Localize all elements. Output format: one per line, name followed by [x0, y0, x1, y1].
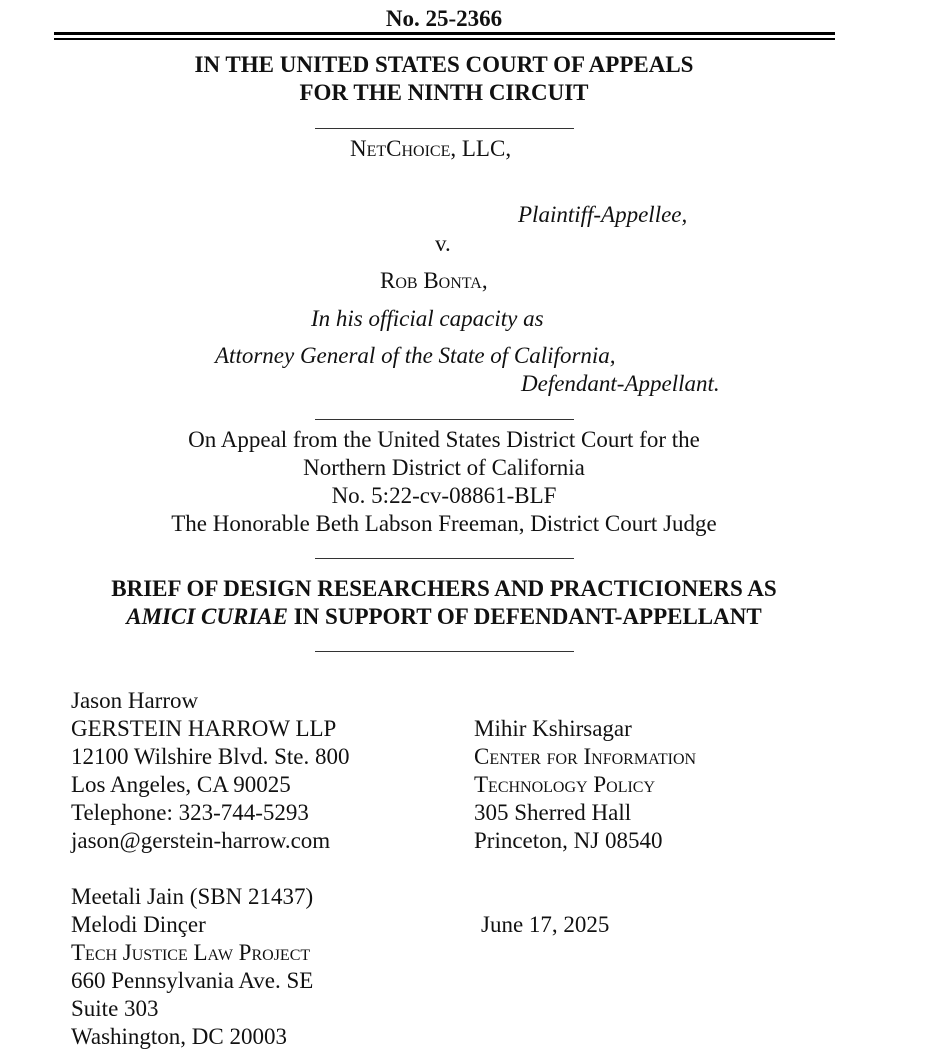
counsel-suite: Suite 303 — [71, 996, 159, 1021]
court-name-line2: FOR THE NINTH CIRCUIT — [299, 80, 589, 105]
counsel-block-harrow — [71, 687, 349, 855]
counsel-name: Mihir Kshirsagar — [474, 716, 632, 741]
counsel-name: Jason Harrow — [71, 688, 199, 713]
defendant-role: Defendant-Appellant. — [521, 371, 720, 396]
counsel-org-line1: Center for Information — [474, 744, 697, 769]
section-divider — [315, 651, 574, 652]
brief-title-line2 — [0, 603, 888, 631]
defendant-capacity: In his official capacity as — [311, 306, 544, 331]
brief-title-line2-rest: IN SUPPORT OF DEFENDANT-APPELLANT — [287, 604, 762, 629]
counsel-name: Melodi Dinçer — [71, 912, 206, 937]
counsel-address: 12100 Wilshire Blvd. Ste. 800 — [71, 744, 350, 769]
counsel-phone: Telephone: 323-744-5293 — [71, 800, 309, 825]
defendant-name: Rob Bonta, — [380, 268, 488, 293]
appeal-case-number: No. 5:22-cv-08861-BLF — [331, 483, 557, 508]
counsel-org: Tech Justice Law Project — [71, 940, 311, 965]
counsel-block-tjlp — [71, 883, 313, 1051]
section-divider — [315, 419, 574, 420]
counsel-block-kshirsagar — [474, 715, 696, 855]
top-rule-thin — [54, 38, 835, 40]
filing-date: June 17, 2025 — [481, 912, 610, 937]
top-rule-thick — [54, 32, 835, 35]
plaintiff-role: Plaintiff-Appellee, — [518, 202, 688, 227]
counsel-org-line2: Technology Policy — [474, 772, 656, 797]
counsel-address: 660 Pennsylvania Ave. SE — [71, 968, 314, 993]
appeal-judge: The Honorable Beth Labson Freeman, District Court Judge — [171, 511, 717, 536]
counsel-address: 305 Sherred Hall — [474, 800, 632, 825]
counsel-email: jason@gerstein-harrow.com — [71, 828, 331, 853]
docket-number: No. 25-2366 — [385, 6, 503, 31]
court-name-line1: IN THE UNITED STATES COURT OF APPEALS — [194, 52, 694, 77]
counsel-firm: GERSTEIN HARROW LLP — [71, 716, 337, 741]
counsel-city: Princeton, NJ 08540 — [474, 828, 663, 853]
amici-curiae: AMICI CURIAE — [126, 604, 288, 629]
versus: v. — [435, 231, 451, 256]
section-divider — [315, 128, 574, 129]
section-divider — [315, 558, 574, 559]
counsel-name: Meetali Jain (SBN 21437) — [71, 884, 314, 909]
appeal-line2: Northern District of California — [303, 455, 585, 480]
appeal-line1: On Appeal from the United States District Court for the — [188, 427, 700, 452]
counsel-city: Washington, DC 20003 — [71, 1024, 288, 1049]
defendant-title: Attorney General of the State of California, — [215, 343, 616, 368]
counsel-city: Los Angeles, CA 90025 — [71, 772, 291, 797]
brief-title-line1: BRIEF OF DESIGN RESEARCHERS AND PRACTICIONERS AS — [111, 576, 777, 601]
plaintiff-name: NetChoice, LLC, — [350, 136, 512, 161]
